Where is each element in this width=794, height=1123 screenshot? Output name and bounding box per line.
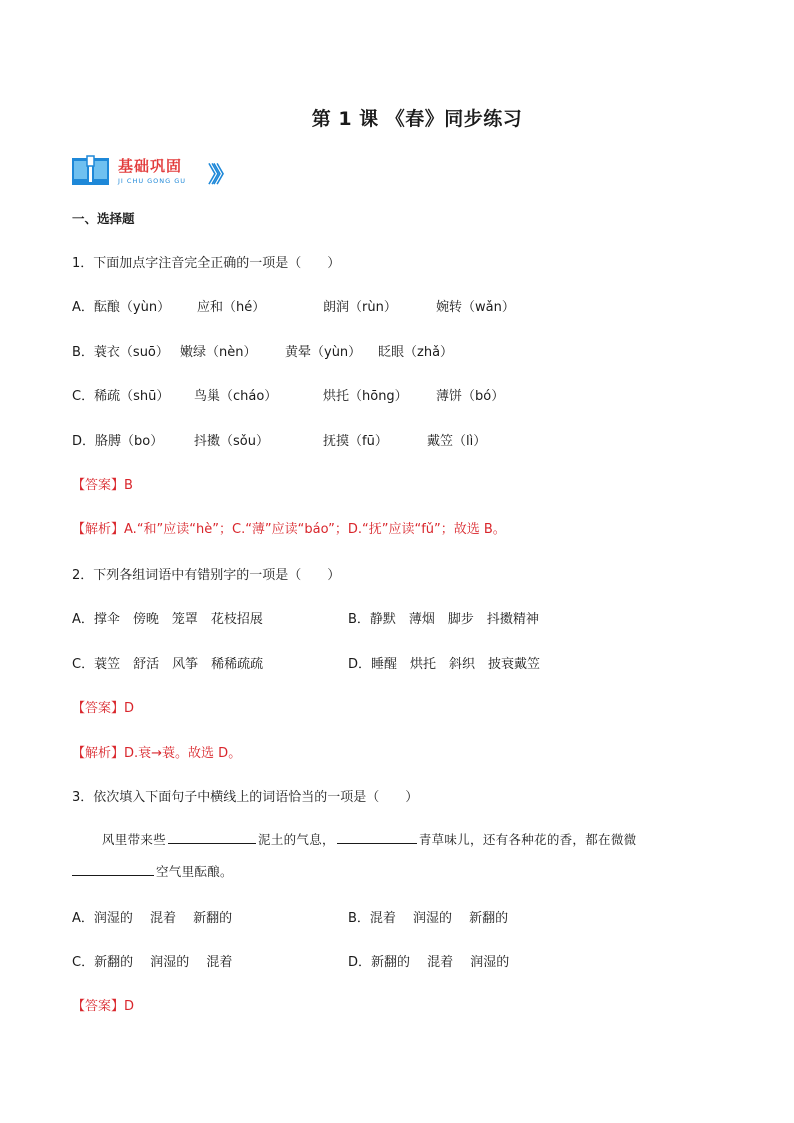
fill-blank-1 — [168, 831, 256, 844]
answer-value: D — [124, 701, 135, 716]
fill-blank-2 — [337, 831, 417, 844]
answer-tag: 【答案】 — [72, 999, 125, 1014]
question-2-option-c: C．蓑笠 舒活 风筝 稀稀疏疏 — [72, 657, 264, 672]
question-1-answer — [72, 474, 133, 493]
banner-sub-text: JI CHU GONG GU — [118, 177, 187, 185]
question-3-answer — [72, 995, 134, 1014]
question-3-stem: 3．依次填入下面句子中横线上的词语恰当的一项是（ ） — [72, 790, 419, 805]
page-title: 第 1 课 《春》同步练习 — [311, 108, 523, 130]
question-2-answer — [72, 697, 134, 716]
question-3-option-c: C．新翻的 润湿的 混着 — [72, 955, 233, 970]
explanation-text: D.衰→蓑。故选 D。 — [124, 746, 242, 761]
question-2-option-d: D．睡醒 烘托 斜织 披衰戴笠 — [348, 657, 541, 672]
question-1-stem: 1．下面加点字注音完全正确的一项是（ ） — [72, 256, 341, 271]
question-3-option-b: B．混着 润湿的 新翻的 — [348, 911, 509, 926]
chevrons-icon: 》》 — [208, 163, 230, 188]
question-2-explanation — [72, 742, 241, 761]
question-3-sentence-line-1: 风里带来些 泥土的气息， 青草味儿，还有各种花的香，都在微微 — [102, 832, 637, 847]
explanation-tag: 【解析】 — [72, 746, 125, 761]
banner-main-text: 基础巩固 — [118, 157, 183, 175]
question-3-option-a: A．润湿的 混着 新翻的 — [72, 911, 233, 926]
answer-value: B — [124, 478, 133, 493]
explanation-tag: 【解析】 — [72, 522, 125, 537]
question-2-option-b: B．静默 薄烟 脚步 抖擞精神 — [348, 612, 539, 627]
question-3-sentence-line-2: 空气里酝酿。 — [72, 862, 233, 880]
question-1-explanation — [72, 518, 506, 537]
fill-blank-3 — [72, 863, 154, 876]
answer-value: D — [124, 999, 135, 1014]
question-2-option-a: A．撑伞 傍晚 笼罩 花枝招展 — [72, 612, 263, 627]
question-2-stem: 2．下列各组词语中有错别字的一项是（ ） — [72, 568, 341, 583]
explanation-text: A.“和”应读“hè”；C.“薄”应读“báo”；D.“抚”应读“fǔ”；故选 B。 — [124, 522, 506, 537]
answer-tag: 【答案】 — [72, 478, 125, 493]
question-3-option-d: D．新翻的 混着 润湿的 — [348, 955, 510, 970]
answer-tag: 【答案】 — [72, 701, 125, 716]
section-banner — [72, 154, 242, 190]
section-label: 一、选择题 — [72, 211, 135, 226]
